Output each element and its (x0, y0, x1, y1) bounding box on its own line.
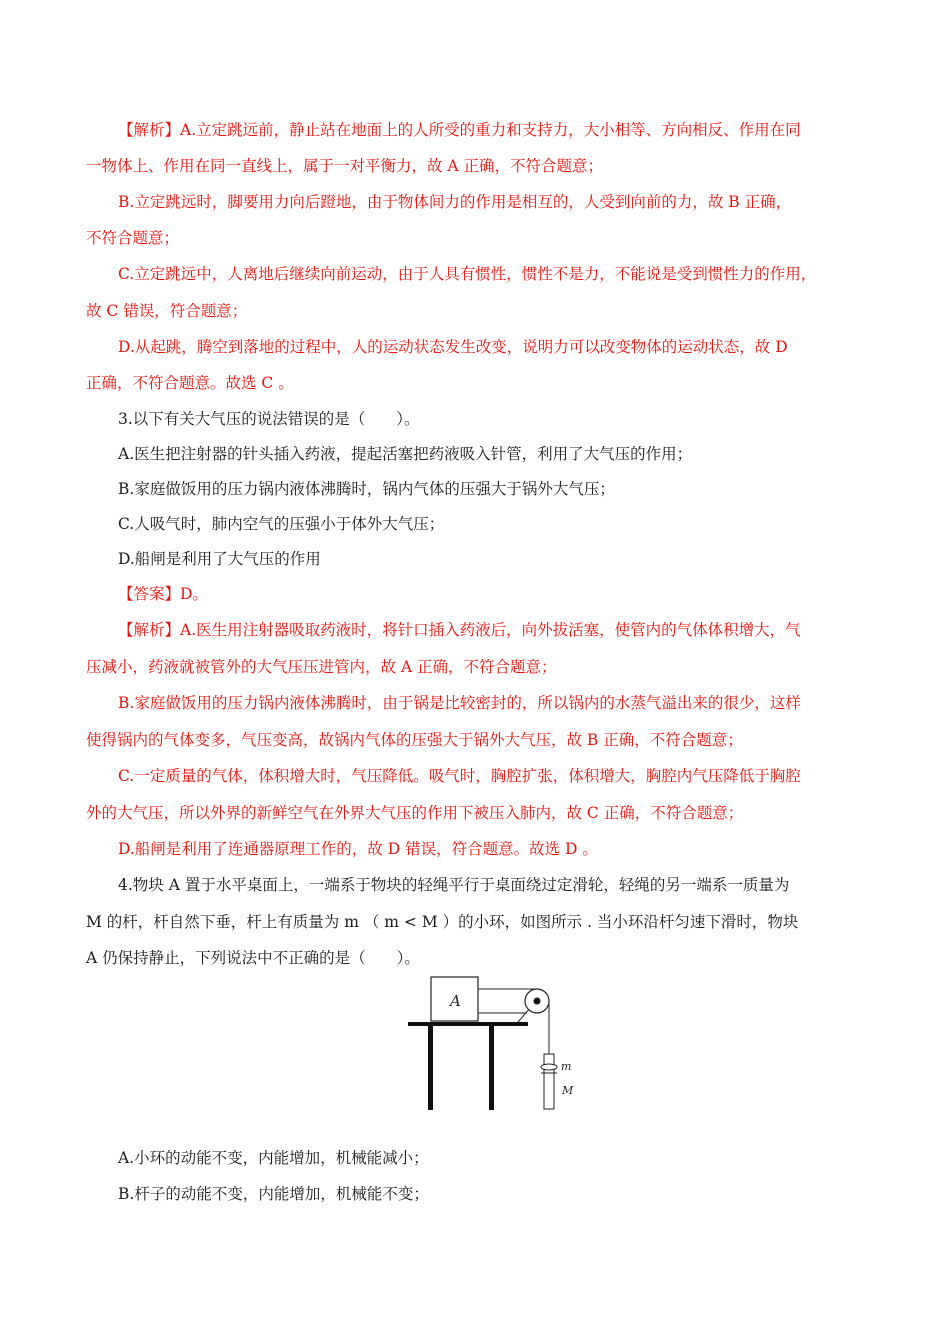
table-leg-left (428, 1026, 433, 1110)
question-4-stem: 4.物块 A 置于水平桌面上，一端系于物块的轻绳平行于桌面绕过定滑轮，轻绳的另一端系一质量为 (118, 876, 790, 894)
option-d: D.船闸是利用了大气压的作用 (118, 550, 321, 568)
option-a: A.医生把注射器的针头插入药液，提起活塞把药液吸入针管，利用了大气压的作用； (118, 445, 693, 463)
option-a: A.小环的动能不变，内能增加，机械能减小； (118, 1149, 429, 1167)
text-line: C.立定跳远中，人离地后继续向前运动，由于人具有惯性，惯性不是力，不能说是受到惯性力的作用， (118, 265, 817, 283)
text-line: 不符合题意； (86, 229, 180, 247)
text-line: 压减小，药液就被管外的大气压压进管内，故 A 正确，不符合题意； (86, 658, 557, 676)
text-line: 正确，不符合题意。故选 C 。 (86, 374, 294, 392)
option-b: B.杆子的动能不变，内能增加，机械能不变； (118, 1185, 429, 1203)
ring (541, 1064, 557, 1070)
text-line: D.从起跳，腾空到落地的过程中，人的运动状态发生改变，说明力可以改变物体的运动状态，故 D (118, 338, 788, 356)
text-line: 使得锅内的气体变多，气压变高，故锅内气体的压强大于锅外大气压，故 B 正确，不符合题意； (86, 731, 743, 749)
text-line: D.船闸是利用了连通器原理工作的，故 D 错误，符合题意。故选 D 。 (118, 840, 598, 858)
option-c: C.人吸气时，肺内空气的压强小于体外大气压； (118, 515, 445, 533)
option-b: B.家庭做饭用的压力锅内液体沸腾时，锅内气体的压强大于锅外大气压； (118, 480, 615, 498)
pulley-diagram (400, 976, 600, 1116)
text-line: 外的大气压，所以外界的新鲜空气在外界大气压的作用下被压入肺内，故 C 正确，不符合题意； (86, 804, 744, 822)
text-line: 故 C 错误，符合题意； (86, 302, 248, 320)
question-3-stem: 3.以下有关大气压的说法错误的是（ ）。 (118, 410, 420, 428)
text-line: 一物体上、作用在同一直线上，属于一对平衡力，故 A 正确，不符合题意； (86, 157, 604, 175)
text-line: B.立定跳远时，脚要用力向后蹬地，由于物体间力的作用是相互的，人受到向前的力，故 B 正确， (118, 193, 792, 211)
text-line: C.一定质量的气体，体积增大时，气压降低。吸气时，胸腔扩张，体积增大，胸腔内气压降低于胸腔 (118, 767, 801, 785)
rod-label: M (562, 1084, 574, 1097)
question-4-stem: M 的杆，杆自然下垂，杆上有质量为 m （ m < M ）的小环，如图所示 . 当小环沿杆匀速下滑时，物块 (86, 913, 799, 931)
text-line: B.家庭做饭用的压力锅内液体沸腾时，由于锅是比较密封的，所以锅内的水蒸气溢出来的很少，这样 (118, 694, 801, 712)
question-4-stem: A 仍保持静止，下列说法中不正确的是（ ）。 (86, 949, 420, 967)
rod (544, 1054, 554, 1109)
text-line: 【解析】A.医生用注射器吸取药液时，将针口插入药液后，向外拔活塞，使管内的气体体积增大，气 (118, 621, 801, 639)
block-label: A (450, 992, 461, 1010)
table-top (408, 1022, 528, 1026)
ring-label: m (561, 1060, 572, 1073)
pulley-axle (534, 998, 541, 1005)
text-line: 【解析】A.立定跳远前，静止站在地面上的人所受的重力和支持力，大小相等、方向相反、作用在同 (118, 121, 801, 139)
answer-line: 【答案】D。 (118, 585, 208, 603)
table-leg-right (489, 1026, 494, 1110)
